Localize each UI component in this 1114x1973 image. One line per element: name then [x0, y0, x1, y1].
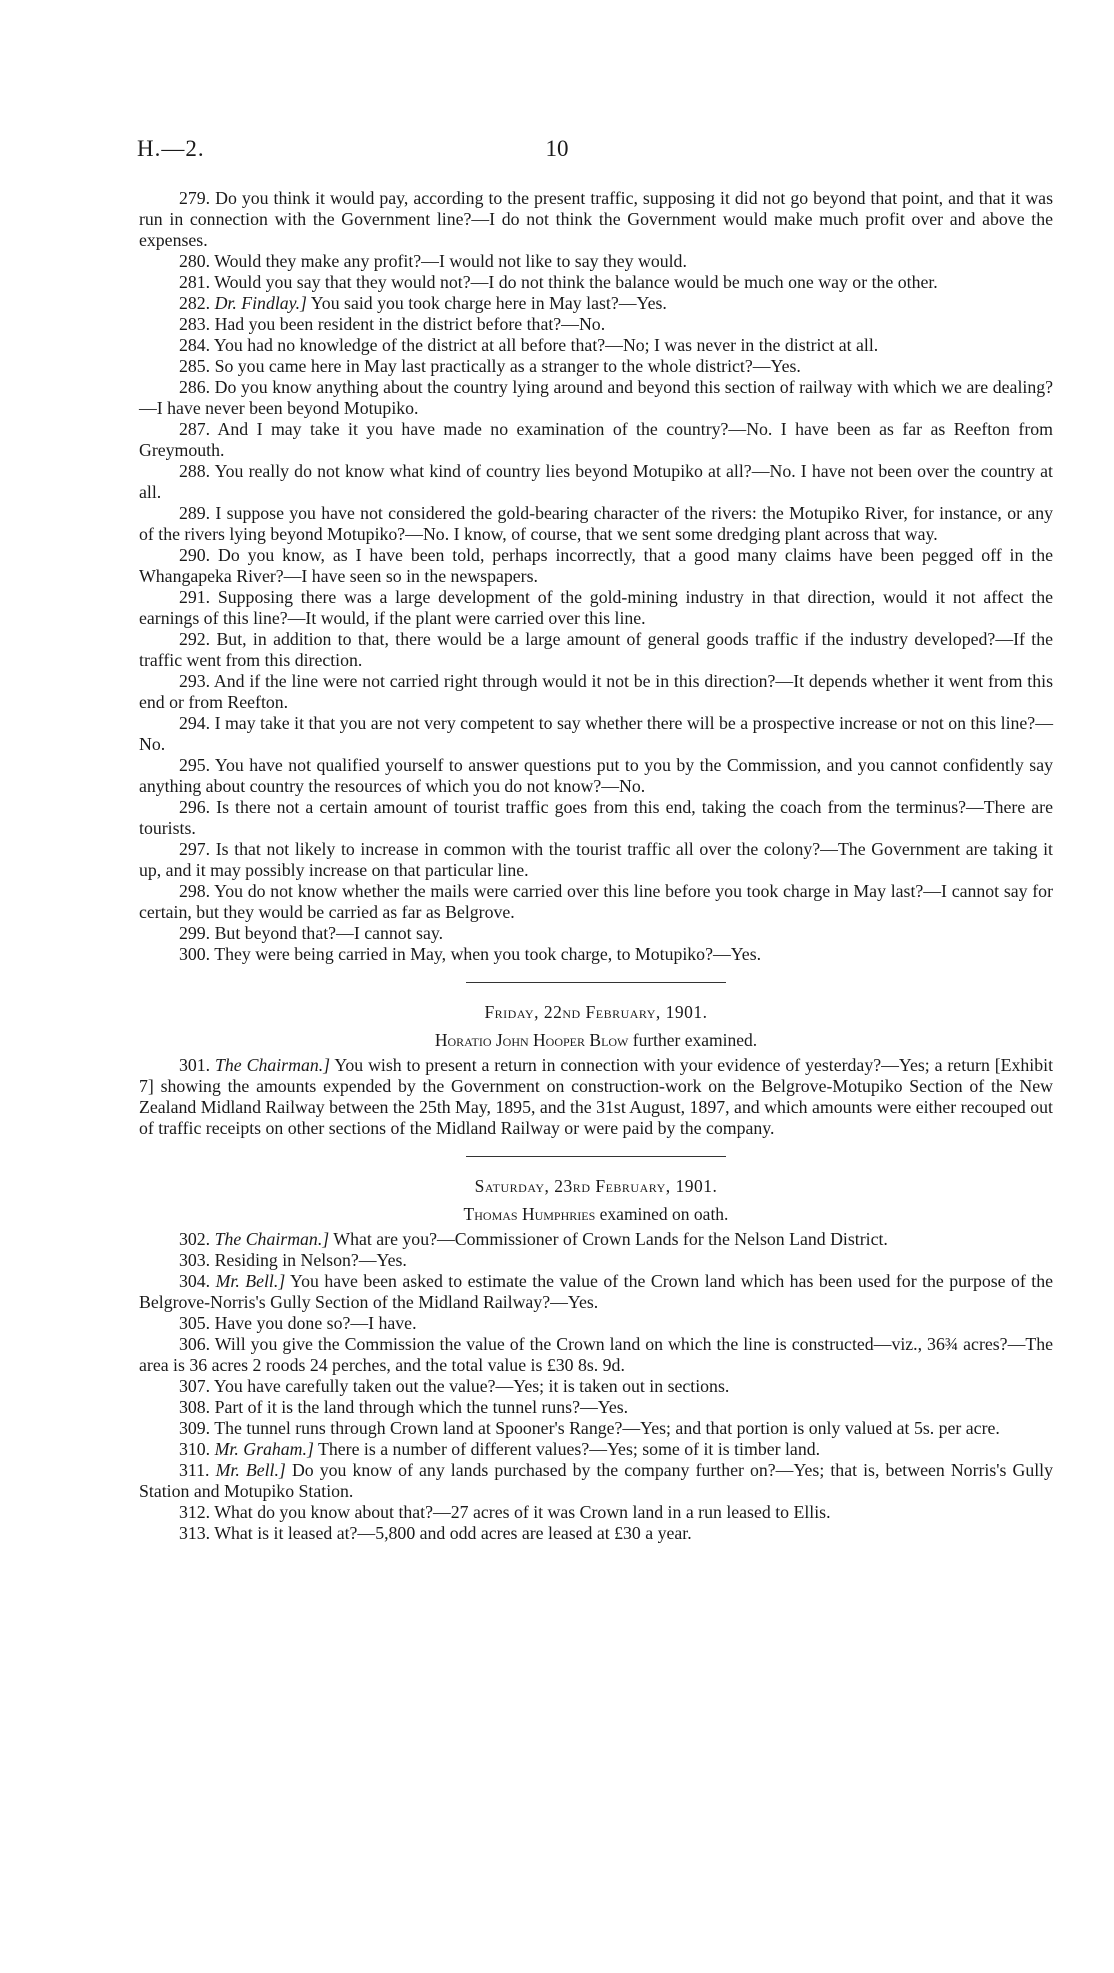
testimony-section-2 [139, 1055, 1053, 1139]
testimony-paragraph: 284. You had no knowledge of the district at all before that?—No; I was never in the district at all. [179, 335, 879, 355]
testimony-paragraph: 313. What is it leased at?—5,800 and odd acres are leased at £30 a year. [179, 1523, 692, 1543]
speaker-name: Mr. Bell.] [215, 1271, 286, 1291]
testimony-section-3 [139, 1229, 1053, 1544]
testimony-paragraph: 287. And I may take it you have made no examination of the country?—No. I have been as far as Reefton from Greymouth. [139, 419, 1053, 460]
testimony-paragraph: 279. Do you think it would pay, according to the present traffic, supposing it did not go beyond that point, and that it was run in connection with the Government line?—I do not think the Government would make much profit over and above the expenses. [139, 188, 1053, 250]
testimony-paragraph: 292. But, in addition to that, there would be a large amount of general goods traffic if the industry developed?—If the traffic went from this direction. [139, 629, 1053, 670]
section-divider [466, 1156, 726, 1157]
testimony-paragraph: 307. You have carefully taken out the value?—Yes; it is taken out in sections. [179, 1376, 730, 1396]
testimony-paragraph [139, 293, 1053, 314]
question-number: 302. [179, 1229, 211, 1249]
section-divider [466, 982, 726, 983]
testimony-paragraph [139, 1460, 1053, 1502]
testimony-paragraph: 299. But beyond that?—I cannot say. [179, 923, 444, 943]
report-code: H.—2. [137, 136, 205, 161]
testimony-paragraph: 293. And if the line were not carried right through would it not be in this direction?—It depends whether it went from this end or from Reefton. [139, 671, 1053, 712]
testimony-paragraph: 288. You really do not know what kind of country lies beyond Motupiko at all?—No. I have not been over the country at all. [139, 461, 1053, 502]
question-number: 310. [179, 1439, 211, 1459]
testimony-paragraph: 291. Supposing there was a large development of the gold-mining industry in that direction, would it not affect the earnings of this line?—It would, if the plant were carried over this line. [139, 587, 1053, 628]
testimony-paragraph: 290. Do you know, as I have been told, perhaps incorrectly, that a good many claims have been pegged off in the Whangapeka River?—I have seen so in the newspapers. [139, 545, 1053, 586]
page-content [139, 188, 1053, 1544]
testimony-paragraph: 309. The tunnel runs through Crown land at Spooner's Range?—Yes; and that portion is only valued at 5s. per acre. [179, 1418, 1000, 1438]
testimony-paragraph: 300. They were being carried in May, when you took charge, to Motupiko?—Yes. [179, 944, 762, 964]
testimony-paragraph: 305. Have you done so?—I have. [179, 1313, 417, 1333]
paragraph-text: You wish to present a return in connection with your evidence of yesterday?—Yes; a return [Exhibit 7] showing the amounts expended by the Government on construction-work on the Belgrove-Motupiko Section of the New Zealand Midland Railway between the 25th May, 1895, and the 31st August, 1897, and which amounts were either recouped out of traffic receipts on other sections of the Midland Railway or were paid by the company. [139, 1055, 1054, 1138]
testimony-paragraph: 294. I may take it that you are not very competent to say whether there will be a prospective increase or not on this line?—No. [139, 713, 1053, 754]
testimony-paragraph [139, 1055, 1053, 1139]
testimony-paragraph [139, 1271, 1053, 1313]
page-number: 10 [545, 136, 569, 161]
question-number: 304. [179, 1271, 211, 1291]
day-heading: Friday, 22nd February, 1901. [484, 1002, 708, 1022]
witness-name: Horatio John Hooper Blow [434, 1030, 629, 1050]
witness-heading [139, 1029, 1053, 1051]
testimony-paragraph: 285. So you came here in May last practically as a stranger to the whole district?—Yes. [179, 356, 801, 376]
testimony-paragraph [139, 1229, 1053, 1250]
paragraph-text: Do you know of any lands purchased by the company further on?—Yes; that is, between Norris's Gully Station and Motupiko Station. [139, 1460, 1053, 1501]
testimony-paragraph: 280. Would they make any profit?—I would not like to say they would. [179, 251, 687, 271]
paragraph-text: What are you?—Commissioner of Crown Lands for the Nelson Land District. [329, 1229, 888, 1249]
testimony-paragraph: 289. I suppose you have not considered the gold-bearing character of the rivers: the Motupiko River, for instance, or any of the rivers lying beyond Motupiko?—No. I know, of course, that we sent some dredging plant across that way. [139, 503, 1053, 544]
speaker-name: The Chairman.] [214, 1229, 330, 1249]
testimony-paragraph: 308. Part of it is the land through which the tunnel runs?—Yes. [179, 1397, 629, 1417]
testimony-paragraph: 283. Had you been resident in the district before that?—No. [179, 314, 606, 334]
witness-status: examined on oath. [595, 1204, 729, 1224]
paragraph-text: You said you took charge here in May last?—Yes. [306, 293, 667, 313]
day-heading: Saturday, 23rd February, 1901. [474, 1176, 718, 1196]
question-number: 301. [179, 1055, 211, 1075]
testimony-paragraph: 312. What do you know about that?—27 acres of it was Crown land in a run leased to Ellis. [179, 1502, 831, 1522]
testimony-section-1 [139, 188, 1053, 965]
witness-name: Thomas Humphries [463, 1204, 596, 1224]
speaker-name: Dr. Findlay.] [214, 293, 307, 313]
speaker-name: Mr. Graham.] [214, 1439, 314, 1459]
testimony-paragraph: 286. Do you know anything about the country lying around and beyond this section of railway with which we are dealing?—I have never been beyond Motupiko. [139, 377, 1053, 418]
testimony-paragraph: 303. Residing in Nelson?—Yes. [179, 1250, 407, 1270]
testimony-paragraph [139, 1439, 1053, 1460]
testimony-paragraph: 297. Is that not likely to increase in common with the tourist traffic all over the colony?—The Government are taking it up, and it may possibly increase on that particular line. [139, 839, 1053, 880]
testimony-paragraph: 296. Is there not a certain amount of tourist traffic goes from this end, taking the coach from the terminus?—There are tourists. [139, 797, 1053, 838]
speaker-name: Mr. Bell.] [215, 1460, 286, 1480]
testimony-paragraph: 295. You have not qualified yourself to answer questions put to you by the Commission, and you cannot confidently say anything about country the resources of which you do not know?—No. [139, 755, 1053, 796]
paragraph-text: There is a number of different values?—Yes; some of it is timber land. [313, 1439, 821, 1459]
question-number: 311. [179, 1460, 210, 1480]
paragraph-text: You have been asked to estimate the value of the Crown land which has been used for the purpose of the Belgrove-Norris's Gully Section of the Midland Railway?—Yes. [139, 1271, 1053, 1312]
witness-status: further examined. [628, 1030, 758, 1050]
testimony-paragraph: 281. Would you say that they would not?—I do not think the balance would be much one way or the other. [179, 272, 938, 292]
question-number: 282. [179, 293, 211, 313]
witness-heading [139, 1203, 1053, 1225]
speaker-name: The Chairman.] [215, 1055, 331, 1075]
testimony-paragraph: 306. Will you give the Commission the value of the Crown land on which the line is constructed—viz., 36¾ acres?—The area is 36 acres 2 roods 24 perches, and the total value is £30 8s. 9d. [139, 1334, 1053, 1375]
testimony-paragraph: 298. You do not know whether the mails were carried over this line before you took charge in May last?—I cannot say for certain, but they would be carried as far as Belgrove. [139, 881, 1053, 922]
